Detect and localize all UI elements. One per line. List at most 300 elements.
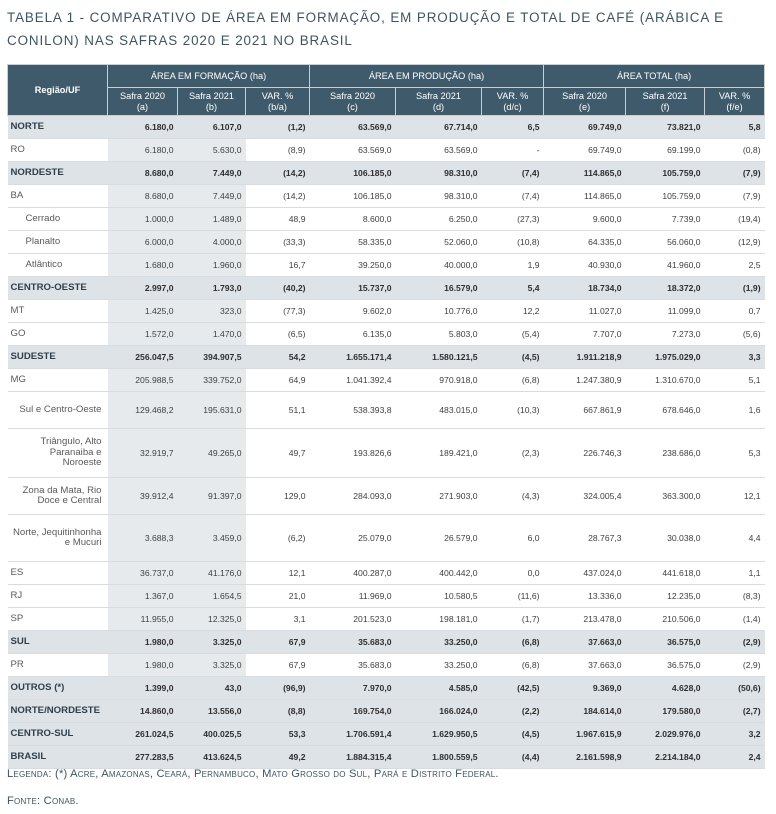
value-cell: 3.688,3 — [108, 515, 178, 562]
value-cell: (4,3) — [482, 478, 544, 515]
region-name-cell: Cerrado — [8, 208, 108, 231]
value-cell: 41.960,0 — [626, 254, 705, 277]
value-cell: 6.135,0 — [310, 323, 396, 346]
value-cell: 25.079,0 — [310, 515, 396, 562]
value-cell: 1.967.615,9 — [544, 723, 626, 746]
value-cell: 28.767,3 — [544, 515, 626, 562]
value-cell: 52.060,0 — [396, 231, 482, 254]
region-name-cell: NORTE/NORDESTE — [8, 700, 108, 723]
table-row — [8, 323, 765, 346]
subheader-label: Safra 2021 — [642, 90, 688, 101]
value-cell: 400.442,0 — [396, 562, 482, 585]
value-cell: 1.911.218,9 — [544, 346, 626, 369]
value-cell: 36.575,0 — [626, 631, 705, 654]
value-cell: 58.335,0 — [310, 231, 396, 254]
value-cell: 12,1 — [246, 562, 310, 585]
group-header-producao: ÁREA EM PRODUÇÃO (ha) — [310, 65, 544, 88]
value-cell: 129,0 — [246, 478, 310, 515]
value-cell: 198.181,0 — [396, 608, 482, 631]
value-cell: 339.752,0 — [178, 369, 246, 392]
value-cell: (33,3) — [246, 231, 310, 254]
value-cell: 226.746,3 — [544, 429, 626, 478]
subheader-cell — [544, 88, 626, 116]
value-cell: 114.865,0 — [544, 162, 626, 185]
value-cell: 64.335,0 — [544, 231, 626, 254]
value-cell: 2.161.598,9 — [544, 746, 626, 769]
value-cell: 169.754,0 — [310, 700, 396, 723]
value-cell: (2,9) — [705, 631, 765, 654]
value-cell: 6.107,0 — [178, 116, 246, 139]
value-cell: 1.470,0 — [178, 323, 246, 346]
value-cell: (50,6) — [705, 677, 765, 700]
value-cell: 35.683,0 — [310, 631, 396, 654]
value-cell: 51,1 — [246, 392, 310, 429]
value-cell: 6.180,0 — [108, 116, 178, 139]
subheader-label: Safra 2020 — [330, 90, 375, 101]
value-cell: 1.425,0 — [108, 300, 178, 323]
value-cell: 1.980,0 — [108, 631, 178, 654]
value-cell: 213.478,0 — [544, 608, 626, 631]
subheader-row — [8, 88, 765, 116]
value-cell: 394.907,5 — [178, 346, 246, 369]
value-cell: 106.185,0 — [310, 162, 396, 185]
subheader-cell — [396, 88, 482, 116]
value-cell: 37.663,0 — [544, 654, 626, 677]
table-row — [8, 429, 765, 478]
value-cell: 1.975.029,0 — [626, 346, 705, 369]
value-cell: 8.600,0 — [310, 208, 396, 231]
table-legend: Legenda: (*) Acre, Amazonas, Ceará, Pernambuco, Mato Grosso do Sul, Pará e Distrito Federal. — [7, 768, 499, 780]
value-cell: (96,9) — [246, 677, 310, 700]
region-name-cell: SUDESTE — [8, 346, 108, 369]
value-cell: 105.759,0 — [626, 185, 705, 208]
value-cell: (7,4) — [482, 162, 544, 185]
value-cell: 3,2 — [705, 723, 765, 746]
value-cell: 4.628,0 — [626, 677, 705, 700]
table-row — [8, 654, 765, 677]
value-cell: 2,5 — [705, 254, 765, 277]
value-cell: 14.860,0 — [108, 700, 178, 723]
value-cell: 9.600,0 — [544, 208, 626, 231]
value-cell: 441.618,0 — [626, 562, 705, 585]
value-cell: 15.737,0 — [310, 277, 396, 300]
value-cell: 7.739,0 — [626, 208, 705, 231]
value-cell: 195.631,0 — [178, 392, 246, 429]
table-row — [8, 254, 765, 277]
value-cell: 7.449,0 — [178, 162, 246, 185]
value-cell: (4,4) — [482, 746, 544, 769]
table-row — [8, 392, 765, 429]
value-cell: (42,5) — [482, 677, 544, 700]
value-cell: 37.663,0 — [544, 631, 626, 654]
value-cell: 184.614,0 — [544, 700, 626, 723]
value-cell: (10,3) — [482, 392, 544, 429]
subheader-formula: (e) — [578, 101, 591, 112]
value-cell: (6,2) — [246, 515, 310, 562]
value-cell: (6,5) — [246, 323, 310, 346]
value-cell: 12,1 — [705, 478, 765, 515]
value-cell: 39.912,4 — [108, 478, 178, 515]
subheader-cell — [178, 88, 246, 116]
value-cell: 98.310,0 — [396, 162, 482, 185]
value-cell: 2.214.184,0 — [626, 746, 705, 769]
region-name-cell: BRASIL — [8, 746, 108, 769]
value-cell: (27,3) — [482, 208, 544, 231]
value-cell: 179.580,0 — [626, 700, 705, 723]
value-cell: 538.393,8 — [310, 392, 396, 429]
value-cell: 1.680,0 — [108, 254, 178, 277]
subheader-formula: (b) — [205, 101, 218, 112]
value-cell: 4.585,0 — [396, 677, 482, 700]
value-cell: 33.250,0 — [396, 631, 482, 654]
value-cell: 1,6 — [705, 392, 765, 429]
region-name-cell: CENTRO-OESTE — [8, 277, 108, 300]
value-cell: 12,2 — [482, 300, 544, 323]
value-cell: 36.575,0 — [626, 654, 705, 677]
subheader-cell — [246, 88, 310, 116]
value-cell: 12.235,0 — [626, 585, 705, 608]
value-cell: (1,4) — [705, 608, 765, 631]
region-name-cell: MT — [8, 300, 108, 323]
value-cell: 33.250,0 — [396, 654, 482, 677]
value-cell: 5.803,0 — [396, 323, 482, 346]
value-cell: 3.325,0 — [178, 631, 246, 654]
value-cell: 5,8 — [705, 116, 765, 139]
value-cell: 26.579,0 — [396, 515, 482, 562]
value-cell: 7.449,0 — [178, 185, 246, 208]
value-cell: 1.310.670,0 — [626, 369, 705, 392]
value-cell: 7.273,0 — [626, 323, 705, 346]
value-cell: 1.884.315,4 — [310, 746, 396, 769]
subheader-label: Safra 2020 — [120, 90, 165, 101]
value-cell: 18.372,0 — [626, 277, 705, 300]
value-cell: 129.468,2 — [108, 392, 178, 429]
region-name-cell: ES — [8, 562, 108, 585]
value-cell: (2,7) — [705, 700, 765, 723]
value-cell: 11.969,0 — [310, 585, 396, 608]
value-cell: (77,3) — [246, 300, 310, 323]
value-cell: 53,3 — [246, 723, 310, 746]
value-cell: 4,4 — [705, 515, 765, 562]
value-cell: 69.199,0 — [626, 139, 705, 162]
region-name-cell: RJ — [8, 585, 108, 608]
table-row-total — [8, 746, 765, 769]
value-cell: 6.000,0 — [108, 231, 178, 254]
value-cell: 32.919,7 — [108, 429, 178, 478]
value-cell: 205.988,5 — [108, 369, 178, 392]
value-cell: 18.734,0 — [544, 277, 626, 300]
subheader-label: Safra 2020 — [562, 90, 608, 101]
value-cell: 43,0 — [178, 677, 246, 700]
value-cell: (1,7) — [482, 608, 544, 631]
value-cell: 193.826,6 — [310, 429, 396, 478]
subheader-formula: (d/c) — [503, 101, 522, 112]
subheader-label: VAR. % — [496, 90, 529, 101]
value-cell: 1.793,0 — [178, 277, 246, 300]
value-cell: 256.047,5 — [108, 346, 178, 369]
value-cell: 21,0 — [246, 585, 310, 608]
table-row — [8, 208, 765, 231]
table-row — [8, 185, 765, 208]
value-cell: 1.800.559,5 — [396, 746, 482, 769]
value-cell: 5.630,0 — [178, 139, 246, 162]
value-cell: 8.680,0 — [108, 162, 178, 185]
value-cell: 10.776,0 — [396, 300, 482, 323]
value-cell: (1,9) — [705, 277, 765, 300]
value-cell: 11.099,0 — [626, 300, 705, 323]
table-row — [8, 515, 765, 562]
value-cell: 1.980,0 — [108, 654, 178, 677]
value-cell: (12,9) — [705, 231, 765, 254]
value-cell: 11.955,0 — [108, 608, 178, 631]
table-row-total — [8, 700, 765, 723]
value-cell: 63.569,0 — [396, 139, 482, 162]
value-cell: 1.580.121,5 — [396, 346, 482, 369]
subheader-cell — [626, 88, 705, 116]
value-cell: 114.865,0 — [544, 185, 626, 208]
value-cell: 106.185,0 — [310, 185, 396, 208]
table-row — [8, 608, 765, 631]
subheader-label: VAR. % — [261, 90, 294, 101]
value-cell: (14,2) — [246, 162, 310, 185]
value-cell: 413.624,5 — [178, 746, 246, 769]
subheader-label: Safra 2021 — [189, 90, 234, 101]
value-cell: (6,8) — [482, 631, 544, 654]
value-cell: 40.000,0 — [396, 254, 482, 277]
value-cell: 91.397,0 — [178, 478, 246, 515]
value-cell: 166.024,0 — [396, 700, 482, 723]
value-cell: 3,3 — [705, 346, 765, 369]
value-cell: 7.707,0 — [544, 323, 626, 346]
value-cell: 54,2 — [246, 346, 310, 369]
table-row-total — [8, 346, 765, 369]
value-cell: 40.930,0 — [544, 254, 626, 277]
value-cell: 483.015,0 — [396, 392, 482, 429]
region-name-cell: NORDESTE — [8, 162, 108, 185]
table-row-total — [8, 723, 765, 746]
value-cell: 98.310,0 — [396, 185, 482, 208]
value-cell: (0,8) — [705, 139, 765, 162]
value-cell: 6,5 — [482, 116, 544, 139]
value-cell: (11,6) — [482, 585, 544, 608]
value-cell: 437.024,0 — [544, 562, 626, 585]
value-cell: 13.336,0 — [544, 585, 626, 608]
subheader-formula: (c) — [347, 101, 358, 112]
value-cell: 1.629.950,5 — [396, 723, 482, 746]
region-name-cell: SP — [8, 608, 108, 631]
value-cell: 3.459,0 — [178, 515, 246, 562]
value-cell: 1.489,0 — [178, 208, 246, 231]
subheader-formula: (b/a) — [268, 101, 287, 112]
value-cell: 1,1 — [705, 562, 765, 585]
value-cell: 9.369,0 — [544, 677, 626, 700]
value-cell: (7,9) — [705, 185, 765, 208]
value-cell: 16.579,0 — [396, 277, 482, 300]
value-cell: 10.580,5 — [396, 585, 482, 608]
value-cell: 238.686,0 — [626, 429, 705, 478]
region-name-cell: SUL — [8, 631, 108, 654]
value-cell: 49,7 — [246, 429, 310, 478]
region-name-cell: RO — [8, 139, 108, 162]
value-cell: 2,4 — [705, 746, 765, 769]
subheader-formula: (f/e) — [726, 101, 743, 112]
value-cell: 8.680,0 — [108, 185, 178, 208]
value-cell: 9.602,0 — [310, 300, 396, 323]
value-cell: 271.903,0 — [396, 478, 482, 515]
value-cell: (7,9) — [705, 162, 765, 185]
value-cell: 49,2 — [246, 746, 310, 769]
table-row-total — [8, 162, 765, 185]
value-cell: 67.714,0 — [396, 116, 482, 139]
value-cell: 363.300,0 — [626, 478, 705, 515]
value-cell: 11.027,0 — [544, 300, 626, 323]
value-cell: 1.654,5 — [178, 585, 246, 608]
value-cell: (7,4) — [482, 185, 544, 208]
value-cell: 189.421,0 — [396, 429, 482, 478]
value-cell: 5,3 — [705, 429, 765, 478]
subheader-formula: (d) — [432, 101, 445, 112]
value-cell: 201.523,0 — [310, 608, 396, 631]
value-cell: 48,9 — [246, 208, 310, 231]
value-cell: (8,3) — [705, 585, 765, 608]
value-cell: (10,8) — [482, 231, 544, 254]
value-cell: 6.250,0 — [396, 208, 482, 231]
value-cell: 63.569,0 — [310, 116, 396, 139]
value-cell: 970.918,0 — [396, 369, 482, 392]
region-name-cell: Zona da Mata, Rio Doce e Central — [8, 478, 108, 515]
subheader-cell — [310, 88, 396, 116]
table-row — [8, 585, 765, 608]
value-cell: (1,2) — [246, 116, 310, 139]
value-cell: 400.025,5 — [178, 723, 246, 746]
value-cell: 0,7 — [705, 300, 765, 323]
value-cell: (4,5) — [482, 346, 544, 369]
value-cell: 2.997,0 — [108, 277, 178, 300]
region-name-cell: Sul e Centro-Oeste — [8, 392, 108, 429]
value-cell: 1.367,0 — [108, 585, 178, 608]
table-title: TABELA 1 - COMPARATIVO DE ÁREA EM FORMAÇÃO, EM PRODUÇÃO E TOTAL DE CAFÉ (ARÁBICA E CONILON) NAS SAFRAS 2020 E 2021 NO BRASIL — [7, 10, 724, 48]
value-cell: 16,7 — [246, 254, 310, 277]
region-name-cell: GO — [8, 323, 108, 346]
region-name-cell: NORTE — [8, 116, 108, 139]
value-cell: 41.176,0 — [178, 562, 246, 585]
region-name-cell: Triângulo, Alto Paranaiba e Noroeste — [8, 429, 108, 478]
value-cell: 1.000,0 — [108, 208, 178, 231]
table-row — [8, 369, 765, 392]
value-cell: 64,9 — [246, 369, 310, 392]
value-cell: (14,2) — [246, 185, 310, 208]
region-name-cell: OUTROS (*) — [8, 677, 108, 700]
value-cell: 67,9 — [246, 654, 310, 677]
region-name-cell: Planalto — [8, 231, 108, 254]
value-cell: 323,0 — [178, 300, 246, 323]
value-cell: (8,9) — [246, 139, 310, 162]
table-source: Fonte: Conab. — [7, 795, 79, 807]
value-cell: 261.024,5 — [108, 723, 178, 746]
table-row — [8, 300, 765, 323]
region-name-cell: BA — [8, 185, 108, 208]
value-cell: 12.325,0 — [178, 608, 246, 631]
value-cell: 1.041.392,4 — [310, 369, 396, 392]
table-row-total — [8, 677, 765, 700]
value-cell: (4,5) — [482, 723, 544, 746]
region-name-cell: MG — [8, 369, 108, 392]
table-row-total — [8, 277, 765, 300]
region-header: Região/UF — [8, 65, 108, 116]
value-cell: 30.038,0 — [626, 515, 705, 562]
value-cell: 7.970,0 — [310, 677, 396, 700]
value-cell: 49.265,0 — [178, 429, 246, 478]
table-row — [8, 139, 765, 162]
value-cell: 5,1 — [705, 369, 765, 392]
value-cell: 36.737,0 — [108, 562, 178, 585]
value-cell: 3,1 — [246, 608, 310, 631]
value-cell: 5,4 — [482, 277, 544, 300]
table-row — [8, 562, 765, 585]
subheader-cell — [108, 88, 178, 116]
table-row — [8, 231, 765, 254]
table-row-total — [8, 631, 765, 654]
value-cell: (2,3) — [482, 429, 544, 478]
value-cell: 6,0 — [482, 515, 544, 562]
region-name-cell: Norte, Jequitinhonha e Mucuri — [8, 515, 108, 562]
subheader-label: Safra 2021 — [416, 90, 461, 101]
value-cell: 277.283,5 — [108, 746, 178, 769]
value-cell: 13.556,0 — [178, 700, 246, 723]
value-cell: 4.000,0 — [178, 231, 246, 254]
value-cell: 105.759,0 — [626, 162, 705, 185]
value-cell: (40,2) — [246, 277, 310, 300]
subheader-formula: (f) — [660, 101, 670, 112]
value-cell: (6,8) — [482, 369, 544, 392]
group-header-formacao: ÁREA EM FORMAÇÃO (ha) — [108, 65, 310, 88]
value-cell: 35.683,0 — [310, 654, 396, 677]
value-cell: (8,8) — [246, 700, 310, 723]
value-cell: 73.821,0 — [626, 116, 705, 139]
value-cell: 39.250,0 — [310, 254, 396, 277]
value-cell: 1.247.380,9 — [544, 369, 626, 392]
value-cell: - — [482, 139, 544, 162]
value-cell: 1.655.171,4 — [310, 346, 396, 369]
value-cell: (6,8) — [482, 654, 544, 677]
subheader-cell — [482, 88, 544, 116]
value-cell: 667.861,9 — [544, 392, 626, 429]
value-cell: 3.325,0 — [178, 654, 246, 677]
region-name-cell: PR — [8, 654, 108, 677]
value-cell: 1.572,0 — [108, 323, 178, 346]
value-cell: (19,4) — [705, 208, 765, 231]
subheader-label: VAR. % — [718, 90, 751, 101]
value-cell: (2,2) — [482, 700, 544, 723]
value-cell: 1.706.591,4 — [310, 723, 396, 746]
value-cell: 1.399,0 — [108, 677, 178, 700]
value-cell: 6.180,0 — [108, 139, 178, 162]
value-cell: 400.287,0 — [310, 562, 396, 585]
value-cell: 210.506,0 — [626, 608, 705, 631]
value-cell: 69.749,0 — [544, 139, 626, 162]
subheader-formula: (a) — [136, 101, 149, 112]
value-cell: 678.646,0 — [626, 392, 705, 429]
value-cell: 324.005,4 — [544, 478, 626, 515]
value-cell: 69.749,0 — [544, 116, 626, 139]
value-cell: 0,0 — [482, 562, 544, 585]
value-cell: 1,9 — [482, 254, 544, 277]
value-cell: 56.060,0 — [626, 231, 705, 254]
value-cell: (2,9) — [705, 654, 765, 677]
table-row-total — [8, 116, 765, 139]
table-row — [8, 478, 765, 515]
subheader-cell — [705, 88, 765, 116]
